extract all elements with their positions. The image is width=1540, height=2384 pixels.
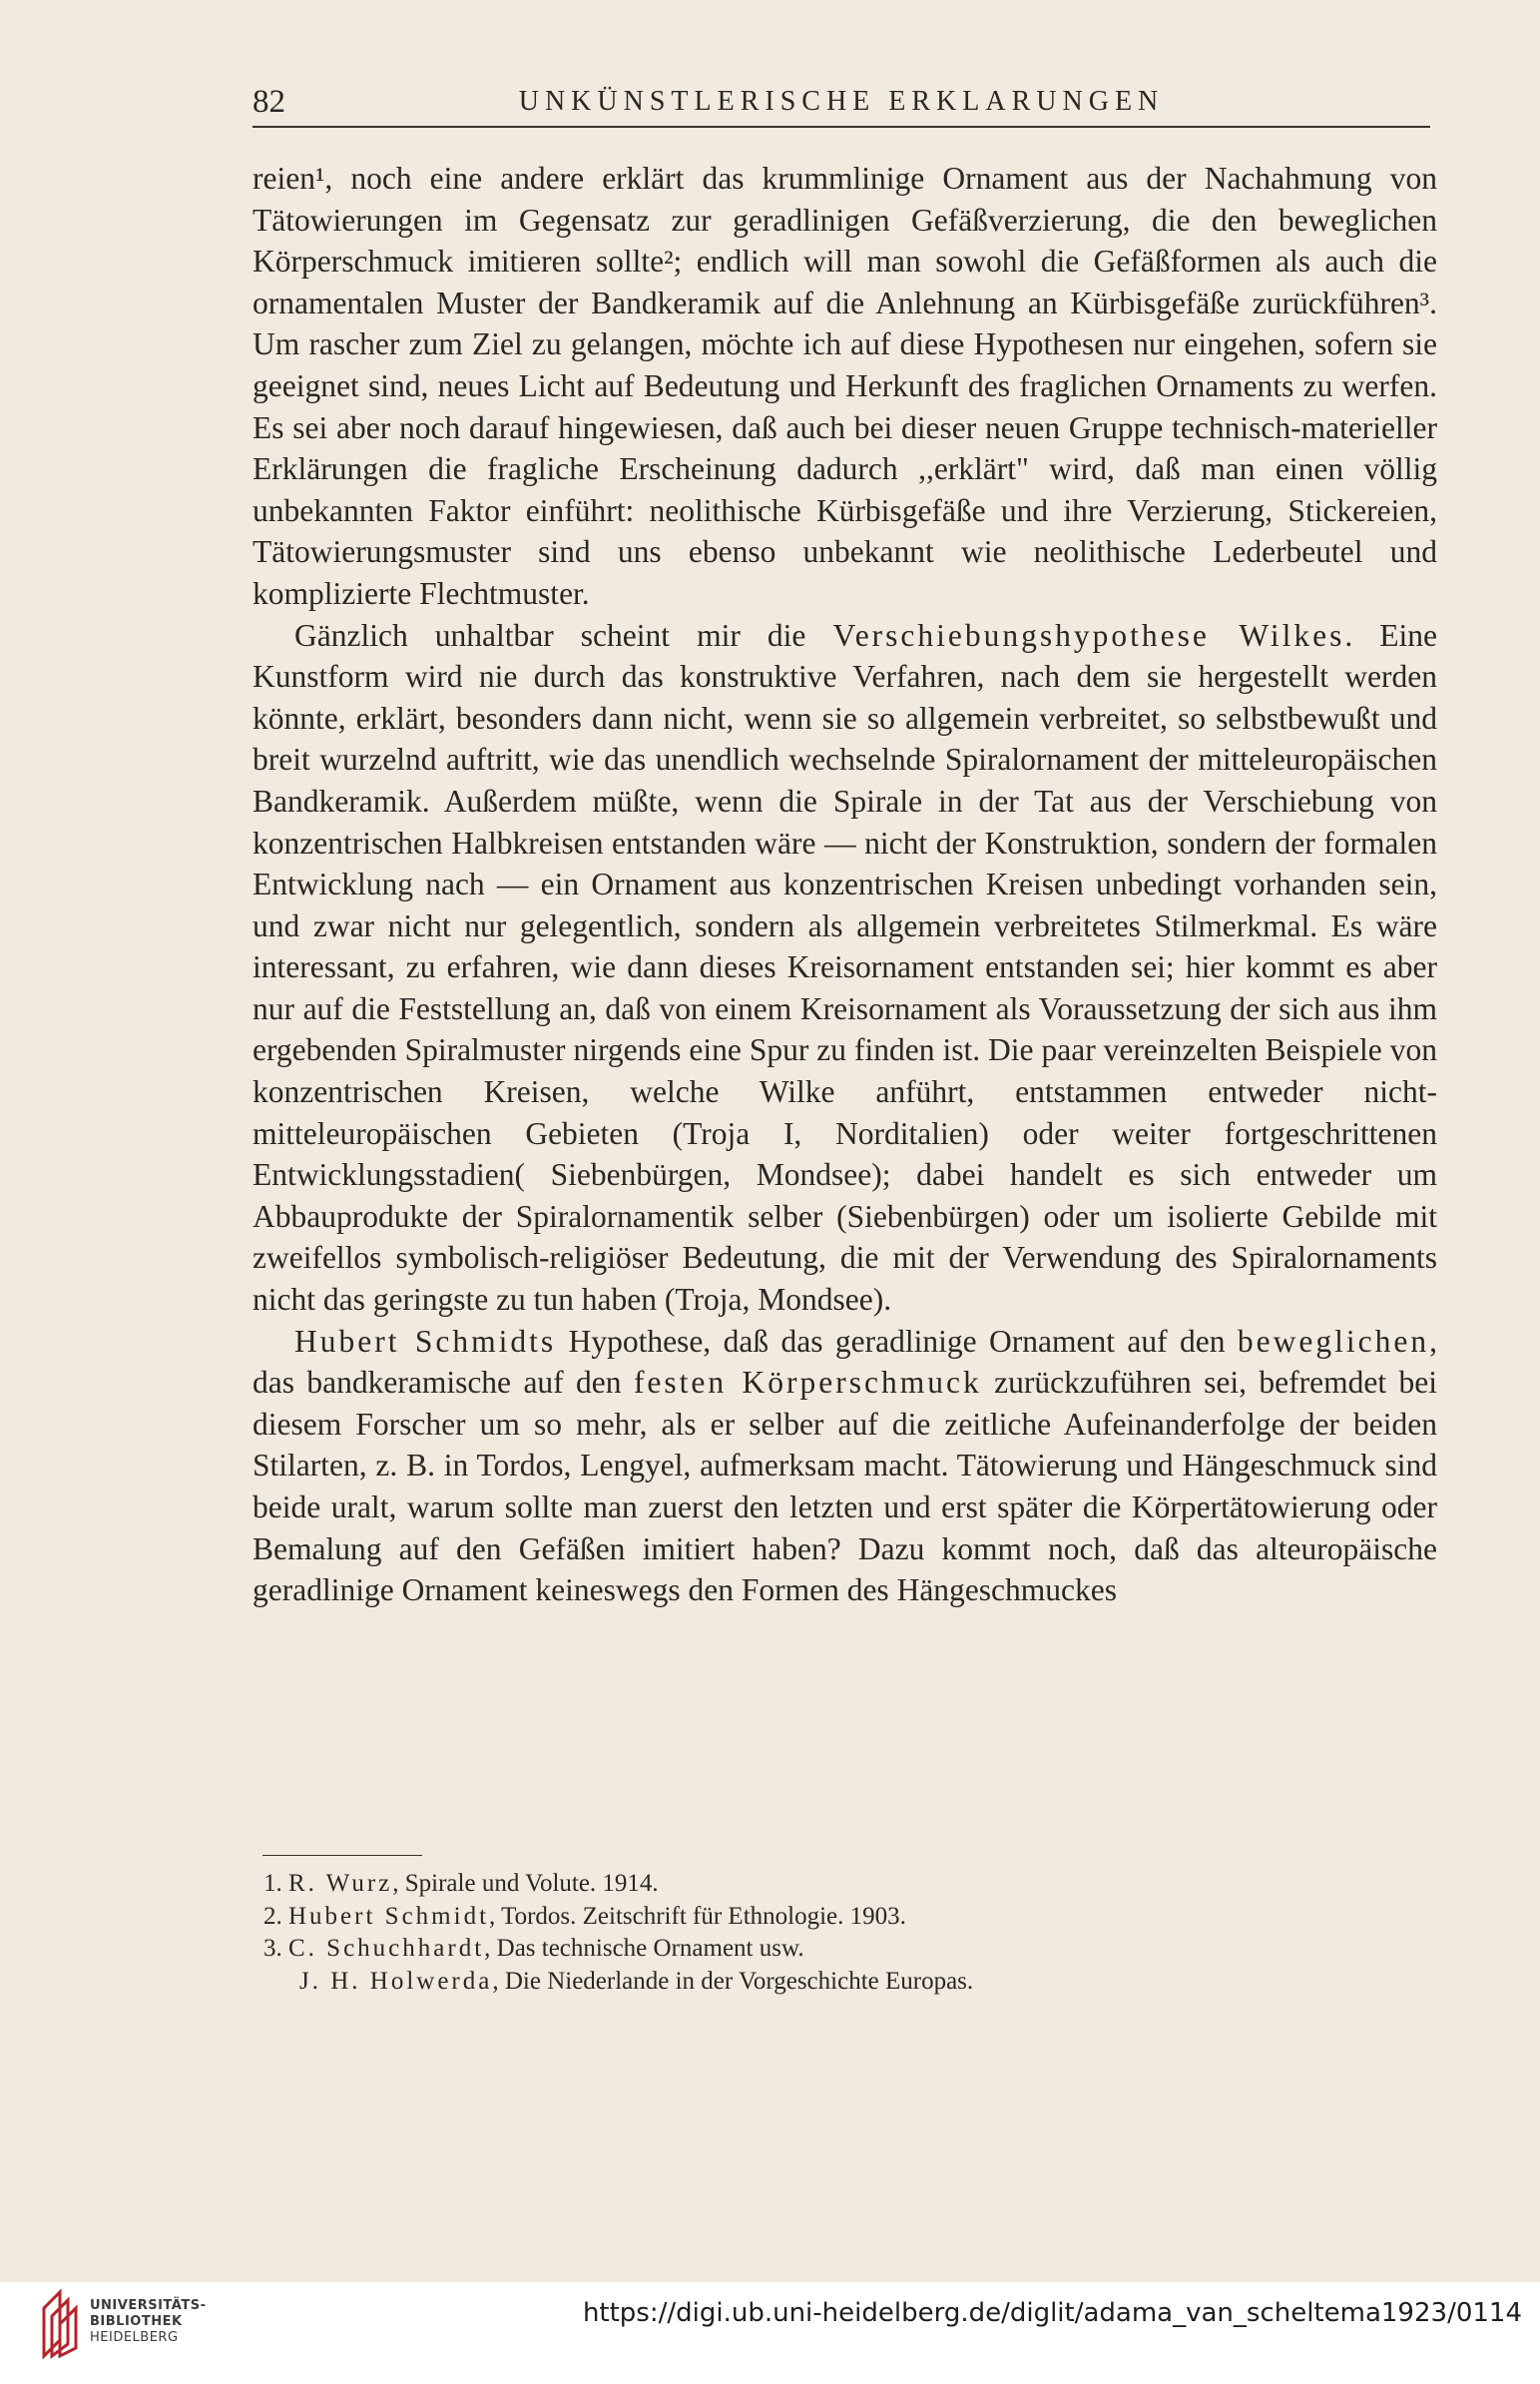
footnote-rule [262,1855,422,1856]
paragraph-2 [253,615,1437,1321]
page-number: 82 [253,84,285,120]
footnote-author: R. Wurz [288,1870,393,1897]
footnote-number: 3. [263,1935,282,1962]
library-logo-icon [40,2286,84,2360]
logo-line-3: HEIDELBERG [90,2330,179,2345]
emphasis-festen-koerperschmuck: festen Körperschmuck [633,1365,982,1401]
footnotes [263,1868,1421,1998]
footnote-text: , Spirale und Volute. 1914. [392,1870,659,1897]
logo-line-1: UNIVERSITÄTS- [90,2298,207,2313]
footnote-text: , Das technische Ornament usw. [484,1935,804,1962]
emphasis-verschiebungshypothese: Verschiebungshypothese Wilkes [832,617,1345,653]
paragraph-3-part-1: Hypothese, daß das geradlinige Ornament auf den [556,1323,1238,1359]
running-head: UNKÜNSTLERISCHE ERKLARUNGEN [518,86,1165,117]
source-url-link[interactable]: https://digi.ub.uni-heidelberg.de/diglit/adama_van_scheltema1923/0114 [582,2298,1522,2328]
footnote-author: J. H. Holwerda [299,1967,493,1995]
footnote-number: 1. [263,1870,282,1897]
page-header [253,82,1430,126]
paragraph-1: reien¹, noch eine andere erklärt das krummlinige Ornament aus der Nachahmung von Tätowierungen im Gegensatz zur geradlinigen Gefäßverzierung, die den beweglichen Körperschmuck imitieren sollte²; endlich will man sowohl die Gefäßformen als auch die ornamentalen Muster der Bandkeramik auf die Anlehnung an Kürbisgefäße zurückführen³. Um rascher zum Ziel zu gelangen, möchte ich auf diese Hypothesen nur eingehen, sofern sie geeignet sind, neues Licht auf Bedeutung und Herkunft des fraglichen Ornaments zu werfen. Es sei aber noch darauf hingewiesen, daß auch bei dieser neuen Gruppe technisch-materieller Erklärungen die fragliche Erscheinung dadurch ,,erklärt" wird, daß man einen völlig unbekannten Faktor einführt: neolithische Kürbisgefäße und ihre Verzierung, Stickereien, Tätowierungsmuster sind uns ebenso unbekannt wie neolithische Lederbeutel und komplizierte Flechtmuster. [253,161,1437,611]
footnote-author: C. Schuchhardt [288,1935,485,1962]
university-library-logo[interactable] [40,2286,240,2366]
footnote-author: Hubert Schmidt [288,1902,490,1930]
footnote-3-continued [263,1966,1421,1999]
paragraph-2-rest: . Eine Kunstform wird nie durch das konstruktive Verfahren, nach dem sie hergestellt werden könnte, erklärt, besonders dann nicht, wenn sie so allgemein verbreitet, so selbstbewußt und breit wurzelnd auftritt, wie das unendlich wechselnde Spiralornament der mitteleuropäischen Bandkeramik. Außerdem müßte, wenn die Spirale in der Tat aus der Verschiebung von konzentrischen Halbkreisen entstanden wäre — nicht der Konstruktion, sondern der formalen Entwicklung nach — ein Ornament aus konzentrischen Kreisen unbedingt vorhanden sein, und zwar nicht nur gelegentlich, sondern als allgemein verbreitetes Stilmerkmal. Es wäre interessant, zu erfahren, wie dann dieses Kreisornament entstanden sei; hier kommt es aber nur auf die Feststellung an, daß von einem Kreisornament als Voraussetzung der sich aus ihm ergebenden Spiralmuster nirgends eine Spur zu finden ist. Die paar vereinzelten Beispiele von konzentrischen Kreisen, welche Wilke anführt, entstammen entweder nicht-mitteleuropäischen Gebieten (Troja I, Norditalien) oder weiter fortgeschrittenen Entwicklungsstadien( Siebenbürgen, Mondsee); dabei handelt es sich entweder um Abbauprodukte der Spiralornamentik selber (Siebenbürgen) oder um isolierte Gebilde mit zweifellos symbolisch-religiöser Bedeutung, die mit der Verwendung des Spiralornaments nicht das geringste zu tun haben (Troja, Mondsee). [253,617,1437,1318]
footnote-text: , Die Niederlande in der Vorgeschichte Europas. [492,1967,974,1995]
footnote-3 [263,1933,1421,1966]
logo-text [90,2298,206,2346]
footnote-1 [263,1868,1421,1901]
footnote-2 [263,1901,1421,1934]
emphasis-hubert-schmidts: Hubert Schmidts [294,1323,557,1359]
body-text [253,158,1437,1611]
logo-line-2: BIBLIOTHEK [90,2314,183,2329]
paragraph-2-start: Gänzlich unhaltbar scheint mir die [294,617,833,653]
header-rule [253,126,1430,128]
paragraph-3 [253,1321,1437,1611]
paragraph-3-part-2: , das bandkeramische auf den [253,1323,1437,1401]
footnote-number: 2. [263,1902,282,1930]
paragraph-3-part-3: zurückzuführen sei, befremdet bei diesem Forscher um so mehr, als er selber auf die zeitliche Aufeinanderfolge der beiden Stilarten, z. B. in Tordos, Lengyel, aufmerksam macht. Tätowierung und Hängeschmuck sind beide uralt, warum sollte man zuerst den letzten und erst später die Körpertätowierung oder Bemalung auf den Gefäßen imitiert haben? Dazu kommt noch, daß das alteuropäische geradlinige Ornament keineswegs den Formen des Hängeschmuckes [253,1365,1437,1608]
footnote-text: , Tordos. Zeitschrift für Ethnologie. 1903. [489,1902,906,1930]
emphasis-beweglichen: beweglichen [1237,1323,1430,1359]
